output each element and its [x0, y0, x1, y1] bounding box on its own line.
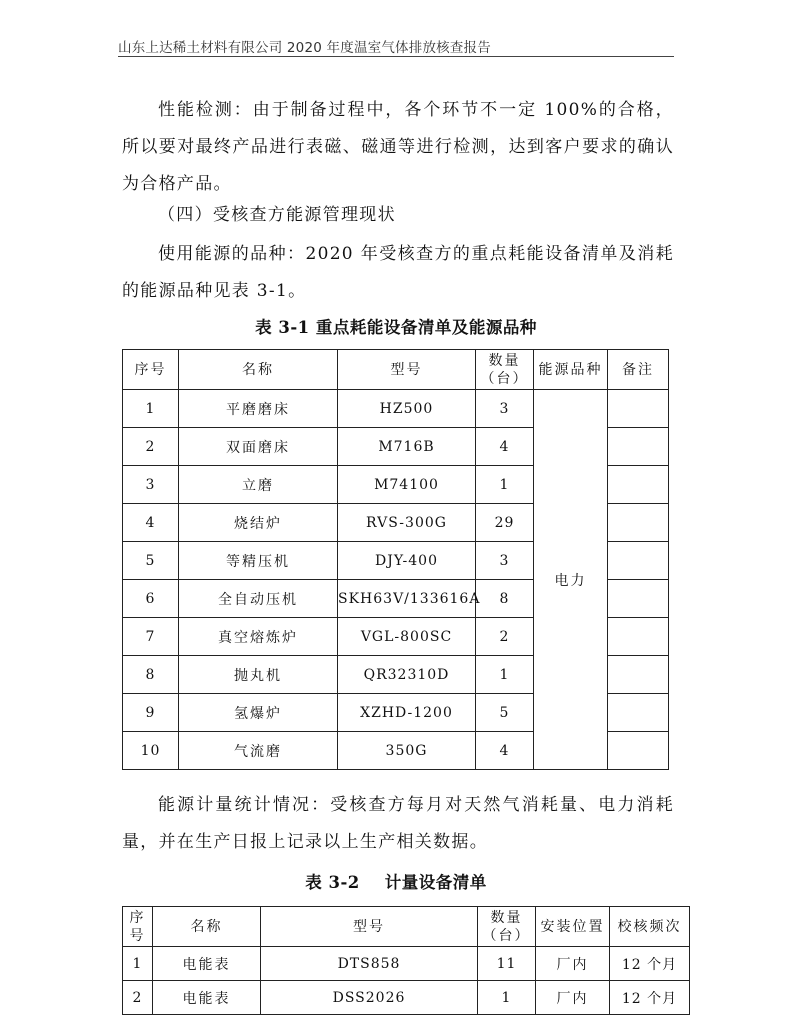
table2-header-no: 序号 — [123, 907, 153, 947]
table-cell: 3 — [123, 466, 179, 504]
table-cell: 真空熔炼炉 — [179, 618, 338, 656]
paragraph-energy-types: 使用能源的品种：2020 年受核查方的重点耗能设备清单及消耗的能源品种见表 3-1。 — [122, 244, 674, 301]
table-cell: DJY-400 — [338, 542, 476, 580]
table-metering-equipment — [122, 906, 690, 1015]
table2-caption: 表 3-2 计量设备清单 — [305, 873, 487, 892]
table-cell: 4 — [476, 732, 534, 770]
table-cell: 8 — [476, 580, 534, 618]
table-cell: 11 — [478, 947, 536, 981]
table-cell: 12 个月 — [610, 947, 690, 981]
table-cell: DSS2026 — [261, 981, 478, 1015]
table-cell: SKH63V/133616A — [338, 580, 476, 618]
table1-header-qty: 数量（台） — [476, 350, 534, 390]
table-cell: 1 — [476, 466, 534, 504]
remark-cell — [608, 732, 669, 770]
remark-cell — [608, 428, 669, 466]
table-cell: 双面磨床 — [179, 428, 338, 466]
table2-header-location: 安装位置 — [536, 907, 610, 947]
table-cell: 电能表 — [153, 981, 261, 1015]
table-cell: XZHD-1200 — [338, 694, 476, 732]
remark-cell — [608, 504, 669, 542]
remark-cell — [608, 618, 669, 656]
table-cell: 厂内 — [536, 981, 610, 1015]
table-cell: 8 — [123, 656, 179, 694]
table-cell: 9 — [123, 694, 179, 732]
remark-cell — [608, 390, 669, 428]
table-cell: 4 — [476, 428, 534, 466]
table1-header-no: 序号 — [123, 350, 179, 390]
table-cell: 2 — [123, 981, 153, 1015]
remark-cell — [608, 656, 669, 694]
energy-type-cell: 电力 — [534, 390, 608, 770]
table-cell: 3 — [476, 542, 534, 580]
page-header: 山东上达稀土材料有限公司 2020 年度温室气体排放核查报告 — [118, 40, 491, 56]
table-cell: 电能表 — [153, 947, 261, 981]
table-cell: VGL-800SC — [338, 618, 476, 656]
table-cell: 2 — [123, 428, 179, 466]
paragraph-metering: 能源计量统计情况：受核查方每月对天然气消耗量、电力消耗量，并在生产日报上记录以上生产相关数据。 — [122, 795, 674, 852]
table2-header-qty: 数量（台） — [478, 907, 536, 947]
table-cell: M74100 — [338, 466, 476, 504]
table-cell: 厂内 — [536, 947, 610, 981]
table-cell: 3 — [476, 390, 534, 428]
section-heading: （四）受核查方能源管理现状 — [158, 205, 396, 225]
remark-cell — [608, 466, 669, 504]
table1-header-remark: 备注 — [608, 350, 669, 390]
table-cell: 烧结炉 — [179, 504, 338, 542]
table-cell: 10 — [123, 732, 179, 770]
table-cell: 29 — [476, 504, 534, 542]
remark-cell — [608, 694, 669, 732]
table-cell: 2 — [476, 618, 534, 656]
table2-header-frequency: 校核频次 — [610, 907, 690, 947]
table-cell: 1 — [123, 390, 179, 428]
table-cell: 气流磨 — [179, 732, 338, 770]
table-cell: 全自动压机 — [179, 580, 338, 618]
table1-header-model: 型号 — [338, 350, 476, 390]
table-cell: QR32310D — [338, 656, 476, 694]
paragraph-performance: 性能检测：由于制备过程中，各个环节不一定 100%的合格，所以要对最终产品进行表磁、磁通等进行检测，达到客户要求的确认为合格产品。 — [122, 100, 674, 194]
table-cell: DTS858 — [261, 947, 478, 981]
table-cell: HZ500 — [338, 390, 476, 428]
table-cell: RVS-300G — [338, 504, 476, 542]
table-cell: 抛丸机 — [179, 656, 338, 694]
table-cell: 立磨 — [179, 466, 338, 504]
table-cell: 12 个月 — [610, 981, 690, 1015]
table-cell: 7 — [123, 618, 179, 656]
table-cell: 5 — [123, 542, 179, 580]
table-cell: 1 — [476, 656, 534, 694]
table-cell: 1 — [123, 947, 153, 981]
table-cell: 5 — [476, 694, 534, 732]
table-cell: 350G — [338, 732, 476, 770]
table-cell: 1 — [478, 981, 536, 1015]
table-cell: 6 — [123, 580, 179, 618]
table1-caption: 表 3-1 重点耗能设备清单及能源品种 — [255, 318, 537, 337]
table1-header-energy: 能源品种 — [534, 350, 608, 390]
table-energy-equipment — [122, 349, 669, 770]
remark-cell — [608, 542, 669, 580]
table2-header-model: 型号 — [261, 907, 478, 947]
remark-cell — [608, 580, 669, 618]
table-cell: 4 — [123, 504, 179, 542]
table-cell: 平磨磨床 — [179, 390, 338, 428]
table2-header-name: 名称 — [153, 907, 261, 947]
table-cell: 氢爆炉 — [179, 694, 338, 732]
table1-header-name: 名称 — [179, 350, 338, 390]
table-cell: 等精压机 — [179, 542, 338, 580]
header-divider — [118, 56, 674, 57]
table-cell: M716B — [338, 428, 476, 466]
